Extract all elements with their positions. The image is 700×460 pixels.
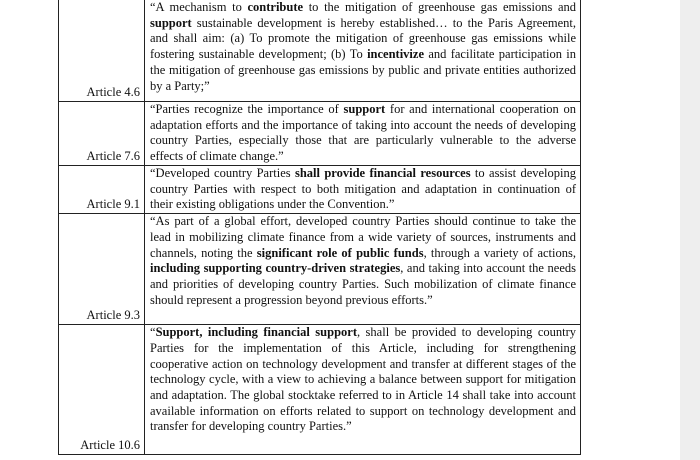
text-segment: Support, including financial support <box>155 325 357 340</box>
text-segment: “Parties recognize the importance of <box>150 102 344 116</box>
article-text <box>145 102 581 166</box>
text-segment: to the mitigation of greenhouse gas emissions and <box>303 0 577 14</box>
text-segment: shall provide financial resources <box>294 166 471 180</box>
text-segment: “As part of a global effort, developed country Parties should continue to take the lead in mobilizing climate finance from a wide variety of sources, instruments and channels, noting the <box>150 214 576 260</box>
table-row <box>59 166 581 214</box>
text-segment: for and international cooperation on adaptation efforts and the importance of taking into account the needs of developing country Parties, especially those that are particularly vulnerable to the adverse effects of climate change.” <box>150 102 576 164</box>
article-label: Article 9.3 <box>59 214 145 325</box>
article-text <box>145 214 581 325</box>
table-row <box>59 325 581 455</box>
text-segment: , through a variety of actions, <box>423 245 576 260</box>
text-segment: , and taking into account the needs and priorities of developing country Parties. Such mobilization of climate finance should represent a progression beyond previous efforts.” <box>150 261 576 307</box>
article-text <box>145 325 581 455</box>
table-row <box>59 102 581 166</box>
text-segment: significant role of public funds <box>256 245 424 260</box>
article-text <box>145 0 581 102</box>
articles-table <box>58 0 581 455</box>
text-segment: including supporting country-driven strategies <box>150 261 401 276</box>
text-segment: support <box>343 102 386 116</box>
text-segment: contribute <box>247 0 304 14</box>
text-segment: “ <box>150 325 156 340</box>
table-row <box>59 214 581 325</box>
text-segment: “Developed country Parties <box>150 166 295 180</box>
article-label: Article 9.1 <box>59 166 145 214</box>
text-segment: and facilitate participation in the mitigation of greenhouse gas emissions by public and private entities authorized by a Party;” <box>150 47 577 93</box>
text-segment: , shall be provided to developing country Parties for the implementation of this Article, including for strengthening cooperative action on technology development and transfer at different stages of the technology cycle, with a view to achieving a balance between support for mitigation and adaptation. The global stocktake referred to in Article 14 shall take into account available information on efforts related to support on technology development and transfer for developing country Parties.” <box>150 325 576 434</box>
text-segment: support <box>150 15 192 30</box>
article-label: Article 7.6 <box>59 102 145 166</box>
viewer-gutter <box>680 0 700 460</box>
text-segment: sustainable development is hereby established… to the Paris Agreement, and shall aim: (a) To promote the mitigation of greenhouse gas emissions while fostering sustainable development; (b) To <box>150 15 576 62</box>
table-row <box>59 0 581 102</box>
article-label: Article 10.6 <box>59 325 145 455</box>
text-segment: to assist developing country Parties with respect to both mitigation and adaptation in continuation of their existing obligations under the Convention.” <box>150 166 577 212</box>
text-segment: incentivize <box>367 47 424 62</box>
article-label: Article 4.6 <box>59 0 145 102</box>
article-text <box>145 166 581 214</box>
text-segment: “A mechanism to <box>150 0 248 14</box>
